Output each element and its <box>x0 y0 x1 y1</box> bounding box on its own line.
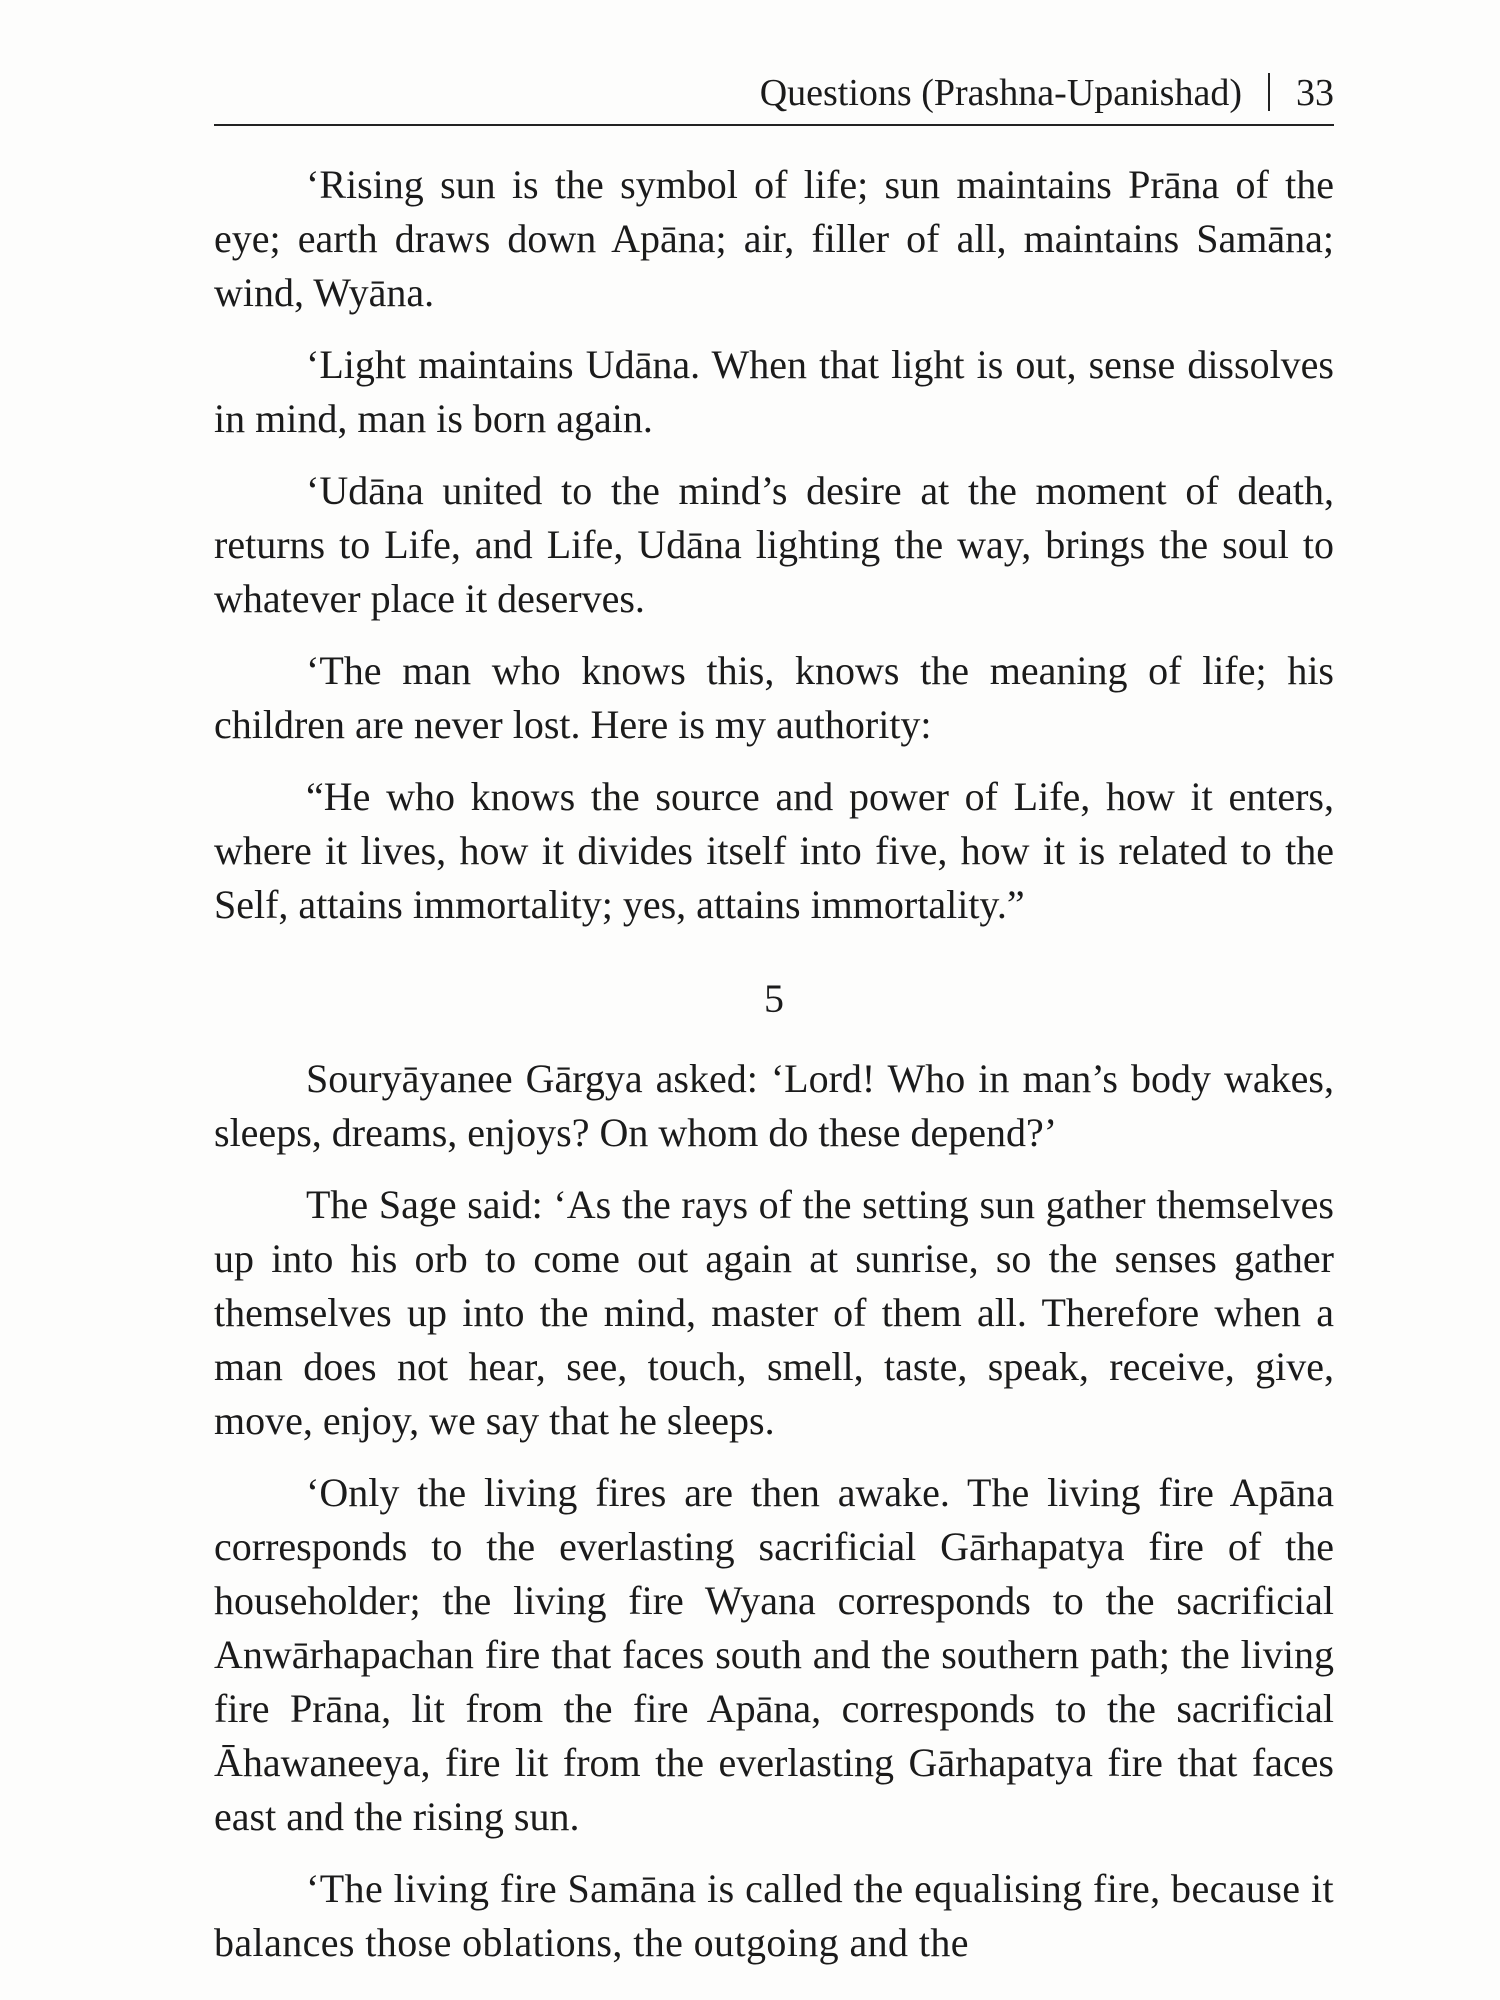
paragraph-light: ‘Light maintains Udāna. When that light is out, sense dissolves in mind, man is born again. <box>214 342 1334 441</box>
page-number: 33 <box>1296 72 1334 114</box>
paragraph-quote: “He who knows the source and power of Life, how it enters, where it lives, how it divides itself into five, how it is related to the Self, attains immortality; yes, attains immortality.” <box>214 774 1334 927</box>
header-title: Questions (Prashna-Upanishad) <box>759 72 1242 114</box>
section-number: 5 <box>764 976 784 1021</box>
paragraph-authority: ‘The man who knows this, knows the meaning of life; his children are never lost. Here is my authority: <box>214 648 1334 747</box>
paragraph-udana: ‘Udāna united to the mind’s desire at the moment of death, returns to Life, and Life, Udāna lighting the way, brings the soul to whatever place it deserves. <box>214 468 1334 621</box>
paragraph-living-fires: ‘Only the living fires are then awake. The living fire Apāna corresponds to the everlasting sacrificial Gārhapatya fire of the householder; the living fire Wyana corresponds to the sacrificial Anwārhapachan fire that faces south and the southern path; the living fire Prāna, lit from the fire Apāna, corresponds to the sacrificial Āhawaneeya, fire lit from the everlasting Gārhapatya fire that faces east and the rising sun. <box>214 1470 1334 1839</box>
paragraph-rising-sun: ‘Rising sun is the symbol of life; sun maintains Prāna of the eye; earth draws down Apāna; air, filler of all, maintains Samāna; wind, Wyāna. <box>214 162 1334 315</box>
running-header <box>214 62 1334 126</box>
page-body <box>214 158 1334 1988</box>
paragraph-sage-answer: The Sage said: ‘As the rays of the setting sun gather themselves up into his orb to come out again at sunrise, so the senses gather themselves up into the mind, master of them all. Therefore when a man does not hear, see, touch, smell, taste, speak, receive, give, move, enjoy, we say that he sleeps. <box>214 1182 1334 1443</box>
paragraph-gargya-question: Souryāyanee Gārgya asked: ‘Lord! Who in man’s body wakes, sleeps, dreams, enjoys? On whom do these depend?’ <box>214 1056 1334 1155</box>
header-separator <box>1268 73 1270 111</box>
paragraph-samana: ‘The living fire Samāna is called the equalising fire, because it balances those oblations, the outgoing and the <box>214 1866 1334 1965</box>
